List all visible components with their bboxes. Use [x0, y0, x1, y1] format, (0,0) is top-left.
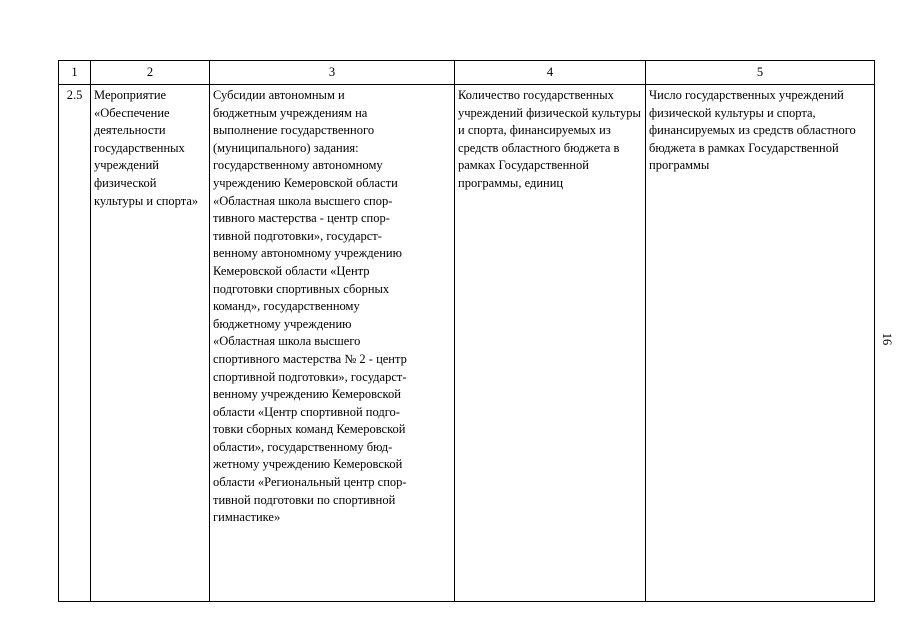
description-cell: Субсидии автономным и бюджетным учреждениям на выполнение государственного (муниципального) задания: государственному автономному учреждению Кемеровской области «Областная школа высшего спор- тивного мастерства - центр спор- тивной подготовки», государст- венному автономному учреждению Кемеровской области «Центр подготовки спортивных сборных команд», государственному бюджетному учреждению «Областная школа высшего спортивного мастерства № 2 - центр спортивной подготовки», государст- венному учреждению Кемеровской области «Центр спортивной подго- товки сборных команд Кемеровской области», государственному бюд- жетному учреждению Кемеровской области «Региональный центр спор- тивной подготовки по спортивной гимнастике»	[210, 85, 455, 602]
page-number: 16	[880, 332, 894, 346]
table-header-row	[59, 61, 875, 85]
header-col-4: 4	[455, 61, 646, 85]
formula-cell: Число государственных учреждений физической культуры и спорта, финансируемых из средств областного бюджета в рамках Государственной программы	[646, 85, 875, 602]
header-col-3: 3	[210, 61, 455, 85]
indicator-cell: Количество государственных учреждений физической культуры и спорта, финансируемых из средств областного бюджета в рамках Государственной программы, единиц	[455, 85, 646, 602]
row-number-cell: 2.5	[59, 85, 91, 602]
header-col-2: 2	[91, 61, 210, 85]
header-col-1: 1	[59, 61, 91, 85]
table-row	[59, 85, 875, 602]
program-table	[58, 60, 875, 602]
header-col-5: 5	[646, 61, 875, 85]
event-name-cell: Мероприятие «Обеспечение деятельности государственных учреждений физической культуры и спорта»	[91, 85, 210, 602]
